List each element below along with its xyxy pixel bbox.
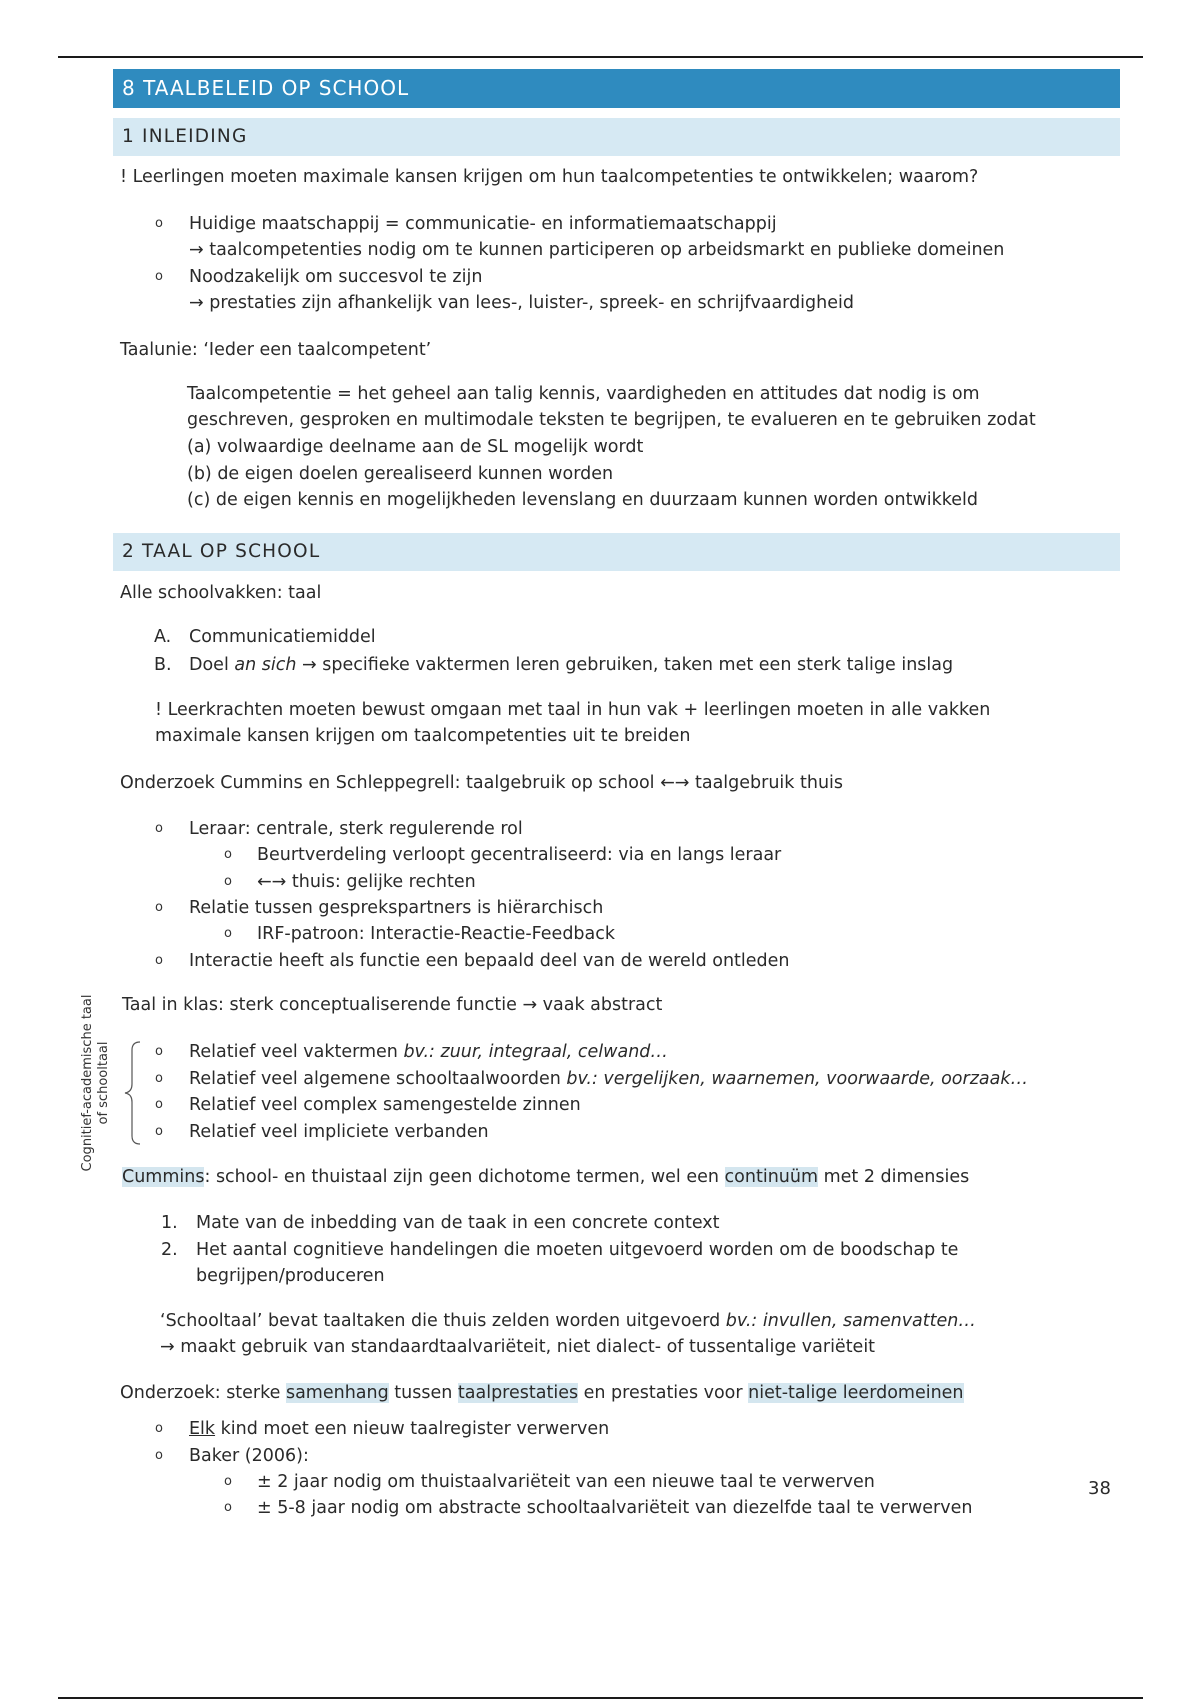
bullet-succesvol: Noodzakelijk om succesvol te zijn: [189, 267, 483, 287]
page-number: 38: [1088, 1478, 1111, 1499]
bullet-icon: o: [224, 874, 232, 889]
taal-in-klas: Taal in klas: sterk conceptualiserende functie → vaak abstract: [122, 995, 663, 1015]
bullet-icon: o: [155, 1124, 163, 1139]
bullet-zinnen: Relatief veel complex samengestelde zinnen: [189, 1095, 581, 1115]
bullet-icon: o: [155, 269, 163, 284]
alle-schoolvakken: Alle schoolvakken: taal: [120, 583, 322, 603]
section-heading-taal-op-school: 2 TAAL OP SCHOOL: [113, 533, 1120, 571]
numbered-item-2b: begrijpen/produceren: [196, 1266, 385, 1286]
item-communicatiemiddel: Communicatiemiddel: [189, 627, 376, 647]
bullet-icon: o: [155, 1448, 163, 1463]
bullet-icon: o: [155, 216, 163, 231]
numbered-label-1: 1.: [161, 1213, 178, 1233]
bullet-elk-kind: Elk kind moet een nieuw taalregister verwerven: [189, 1419, 610, 1439]
bullet-icon: o: [224, 1500, 232, 1515]
bullet-maatschappij-sub: → taalcompetenties nodig om te kunnen participeren op arbeidsmarkt en publieke domeinen: [189, 240, 1005, 260]
bullet-icon: o: [155, 900, 163, 915]
top-rule: [58, 56, 1143, 58]
bullet-interactie: Interactie heeft als functie een bepaald deel van de wereld ontleden: [189, 951, 790, 971]
bullet-icon: o: [155, 821, 163, 836]
bullet-baker: Baker (2006):: [189, 1446, 309, 1466]
bullet-icon: o: [155, 953, 163, 968]
bullet-maatschappij: Huidige maatschappij = communicatie- en informatiemaatschappij: [189, 214, 777, 234]
definition-line-2: geschreven, gesproken en multimodale teksten te begrijpen, te evalueren en te gebruiken zodat: [187, 410, 1036, 430]
bullet-schooltaalwoorden: Relatief veel algemene schooltaalwoorden bv.: vergelijken, waarnemen, voorwaarde, oorzaak…: [189, 1069, 1028, 1089]
bullet-leraar: Leraar: centrale, sterk regulerende rol: [189, 819, 523, 839]
bullet-icon: o: [224, 847, 232, 862]
side-label: Cognitief-academische taal of schooltaal: [80, 994, 111, 1172]
bullet-thuis: ←→ thuis: gelijke rechten: [257, 872, 476, 892]
bullet-vaktermen: Relatief veel vaktermen bv.: zuur, integraal, celwand…: [189, 1042, 668, 1062]
chapter-heading: 8 TAALBELEID OP SCHOOL: [113, 69, 1120, 108]
leerkrachten-line-1: ! Leerkrachten moeten bewust omgaan met taal in hun vak + leerlingen moeten in alle vakken: [155, 700, 991, 720]
leerkrachten-line-2: maximale kansen krijgen om taalcompetenties uit te breiden: [155, 726, 691, 746]
taalunie-line: Taalunie: ‘Ieder een taalcompetent’: [120, 340, 432, 360]
bullet-baker-2jaar: ± 2 jaar nodig om thuistaalvariëteit van een nieuwe taal te verwerven: [257, 1472, 875, 1492]
bullet-icon: o: [155, 1097, 163, 1112]
bullet-succesvol-sub: → prestaties zijn afhankelijk van lees-, luister-, spreek- en schrijfvaardigheid: [189, 293, 854, 313]
bullet-irf: IRF-patroon: Interactie-Reactie-Feedback: [257, 924, 616, 944]
bullet-beurtverdeling: Beurtverdeling verloopt gecentraliseerd: via en langs leraar: [257, 845, 782, 865]
item-doel: Doel an sich → specifieke vaktermen leren gebruiken, taken met een sterk talige inslag: [189, 655, 954, 675]
bottom-rule: [58, 1697, 1143, 1699]
brace-icon: [122, 1040, 144, 1146]
schooltaal-line-2: → maakt gebruik van standaardtaalvariëteit, niet dialect- of tussentalige variëteit: [160, 1337, 876, 1357]
definition-a: (a) volwaardige deelname aan de SL mogelijk wordt: [187, 437, 644, 457]
onderzoek-cummins: Onderzoek Cummins en Schleppegrell: taalgebruik op school ←→ taalgebruik thuis: [120, 773, 844, 793]
bullet-icon: o: [224, 1474, 232, 1489]
intro-text: ! Leerlingen moeten maximale kansen krijgen om hun taalcompetenties te ontwikkelen; waarom?: [120, 167, 979, 187]
bullet-verbanden: Relatief veel impliciete verbanden: [189, 1122, 489, 1142]
bullet-icon: o: [155, 1044, 163, 1059]
list-label-a: A.: [154, 627, 172, 647]
section-heading-inleiding: 1 INLEIDING: [113, 118, 1120, 156]
numbered-item-1: Mate van de inbedding van de taak in een concrete context: [196, 1213, 720, 1233]
numbered-label-2: 2.: [161, 1240, 178, 1260]
bullet-icon: o: [224, 926, 232, 941]
bullet-relatie: Relatie tussen gesprekspartners is hiërarchisch: [189, 898, 604, 918]
list-label-b: B.: [154, 655, 172, 675]
definition-b: (b) de eigen doelen gerealiseerd kunnen worden: [187, 464, 614, 484]
definition-c: (c) de eigen kennis en mogelijkheden levenslang en duurzaam kunnen worden ontwikkeld: [187, 490, 978, 510]
schooltaal-line-1: ‘Schooltaal’ bevat taaltaken die thuis zelden worden uitgevoerd bv.: invullen, samenvatten…: [160, 1311, 976, 1331]
definition-line-1: Taalcompetentie = het geheel aan talig kennis, vaardigheden en attitudes dat nodig is om: [187, 384, 980, 404]
numbered-item-2a: Het aantal cognitieve handelingen die moeten uitgevoerd worden om de boodschap te: [196, 1240, 959, 1260]
bullet-icon: o: [155, 1421, 163, 1436]
bullet-baker-5-8jaar: ± 5-8 jaar nodig om abstracte schooltaalvariëteit van diezelfde taal te verwerven: [257, 1498, 973, 1518]
cummins-line: Cummins: school- en thuistaal zijn geen dichotome termen, wel een continuüm met 2 dimensies: [122, 1167, 970, 1187]
onderzoek-samenhang: Onderzoek: sterke samenhang tussen taalprestaties en prestaties voor niet-talige leerdomeinen: [120, 1383, 964, 1403]
bullet-icon: o: [155, 1071, 163, 1086]
